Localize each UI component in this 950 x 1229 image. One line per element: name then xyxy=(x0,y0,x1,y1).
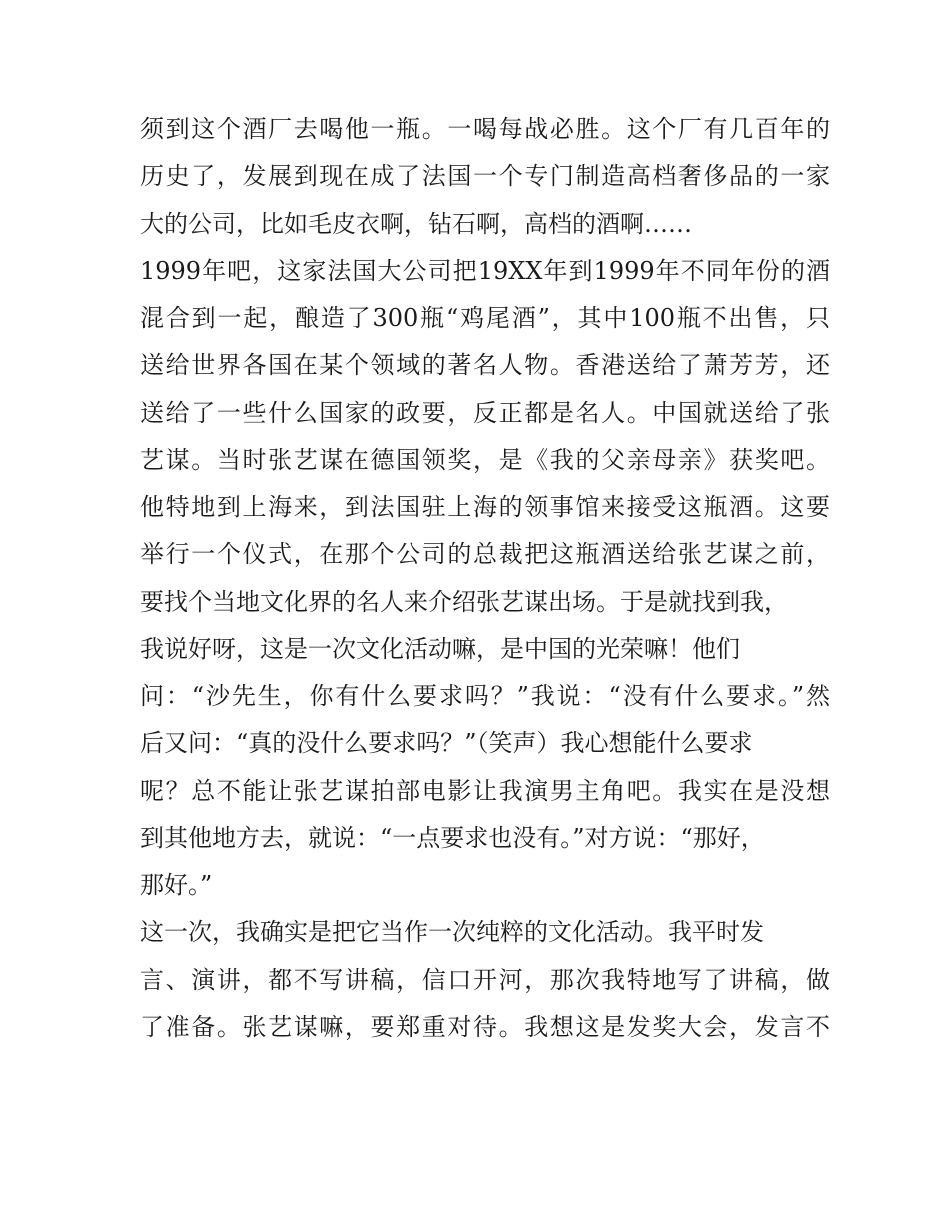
text-line-8: 艺谋。当时张艺谋在德国领奖，是《我的父亲母亲》获奖吧。 xyxy=(140,445,830,474)
text-line-6: 送给世界各国在某个领域的著名人物。香港送给了萧芳芳，还 xyxy=(140,351,830,380)
text-line-9: 他特地到上海来，到法国驻上海的领事馆来接受这瓶酒。这要 xyxy=(140,493,830,521)
text-line-5: 混合到一起，酿造了300瓶“鸡尾酒”，其中100瓶不出售，只 xyxy=(140,304,830,332)
text-line-20: 了准备。张艺谋嘛，要郑重对待。我想这是发奖大会，发言不 xyxy=(140,1012,830,1041)
text-line-17: 那好。” xyxy=(140,871,213,899)
text-line-10: 举行一个仪式，在那个公司的总裁把这瓶酒送给张艺谋之前， xyxy=(140,540,830,569)
text-line-4: 1999年吧，这家法国大公司把19XX年到1999年不同年份的酒 xyxy=(140,256,830,285)
text-line-3: 大的公司，比如毛皮衣啊，钻石啊，高档的酒啊…… xyxy=(140,209,692,238)
text-line-15: 呢？总不能让张艺谋拍部电影让我演男主角吧。我实在是没想 xyxy=(140,776,830,805)
text-line-1: 须到这个酒厂去喝他一瓶。一喝每战必胜。这个厂有几百年的 xyxy=(140,115,830,143)
text-line-7: 送给了一些什么国家的政要，反正都是名人。中国就送给了张 xyxy=(140,398,830,427)
text-line-11: 要找个当地文化界的名人来介绍张艺谋出场。于是就找到我， xyxy=(140,587,788,616)
text-line-14: 后又问：“真的没什么要求吗？”（笑声）我心想能什么要求 xyxy=(140,729,753,758)
text-line-16: 到其他地方去，就说：“一点要求也没有。”对方说：“那好， xyxy=(140,823,765,852)
body-text xyxy=(140,106,830,1051)
text-line-13: 问：“沙先生，你有什么要求吗？”我说：“没有什么要求。”然 xyxy=(140,682,830,710)
text-line-19: 言、演讲，都不写讲稿，信口开河，那次我特地写了讲稿，做 xyxy=(140,965,830,994)
text-line-12: 我说好呀，这是一次文化活动嘛，是中国的光荣嘛！他们 xyxy=(140,634,740,663)
text-line-18: 这一次，我确实是把它当作一次纯粹的文化活动。我平时发 xyxy=(140,918,764,947)
text-line-2: 历史了，发展到现在成了法国一个专门制造高档奢侈品的一家 xyxy=(140,162,830,191)
